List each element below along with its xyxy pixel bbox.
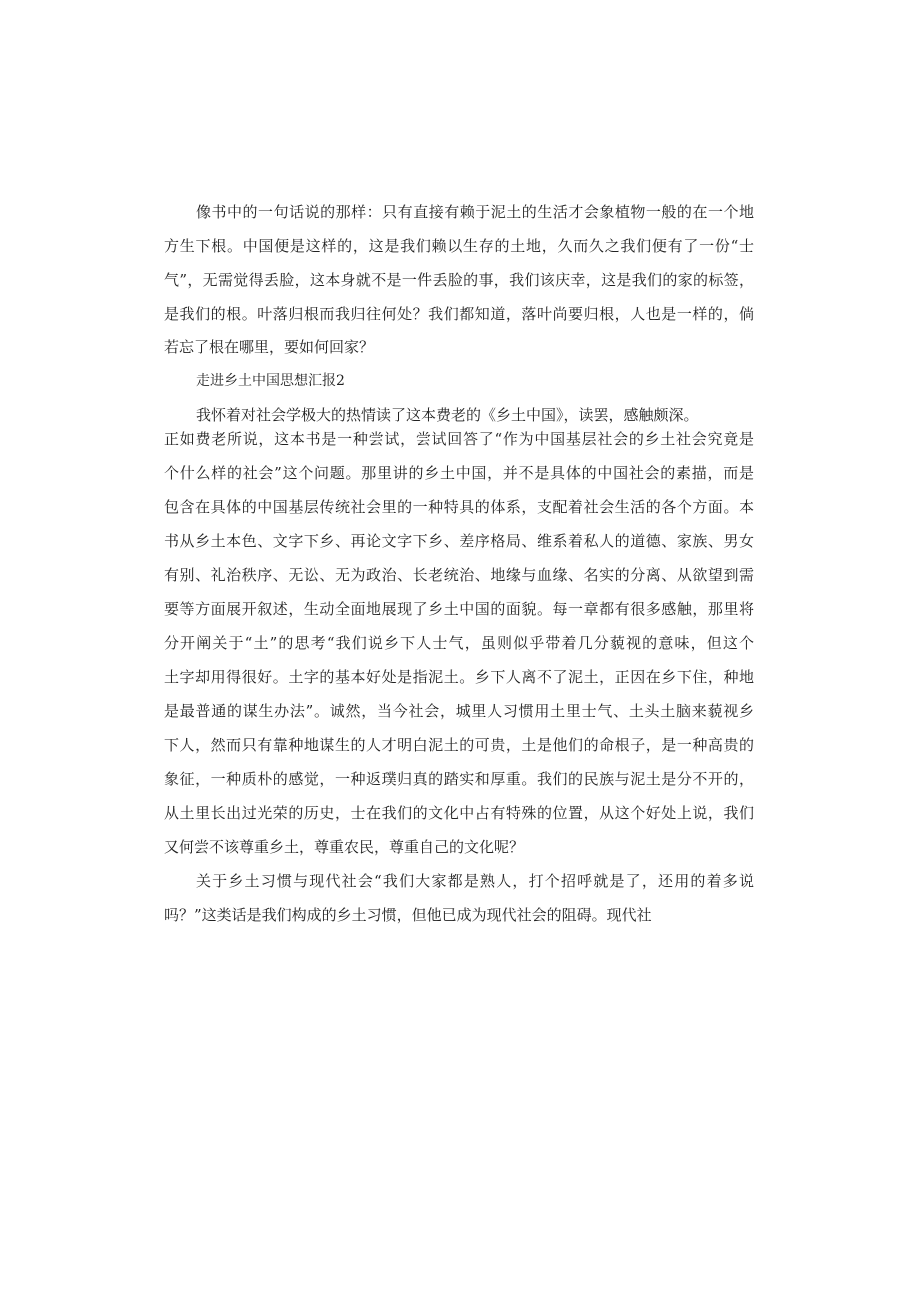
paragraph-line: 像书中的一句话说的那样：只有直接有赖于泥土的生活才会象植物一般的在一个地 bbox=[196, 203, 754, 221]
paragraph-line: 若忘了根在哪里，要如何回家？ bbox=[164, 338, 375, 356]
paragraph-line: 有别、礼治秩序、无讼、无为政治、长老统治、地缘与血缘、名实的分离、从欲望到需 bbox=[164, 566, 754, 584]
paragraph-line: 气”，无需觉得丢脸，这本身就不是一件丢脸的事，我们该庆幸，这是我们的家的标签， bbox=[164, 271, 754, 289]
paragraph-line: 从土里长出过光荣的历史，士在我们的文化中占有特殊的位置，从这个好处上说，我们 bbox=[164, 804, 754, 822]
paragraph-line: 吗？”这类话是我们构成的乡土习惯，但他已成为现代社会的阻碍。现代社 bbox=[164, 906, 652, 924]
section-heading: 走进乡土中国思想汇报2 bbox=[196, 373, 345, 389]
paragraph-line: 正如费老所说，这本书是一种尝试，尝试回答了“作为中国基层社会的乡土社会究竟是 bbox=[164, 430, 754, 448]
paragraph-line: 包含在具体的中国基层传统社会里的一种特具的体系，支配着社会生活的各个方面。本 bbox=[164, 498, 754, 516]
paragraph-line: 象征，一种质朴的感觉，一种返璞归真的踏实和厚重。我们的民族与泥土是分不开的， bbox=[164, 770, 754, 788]
paragraph-line: 书从乡土本色、文字下乡、再论文字下乡、差序格局、维系着私人的道德、家族、男女 bbox=[164, 532, 754, 550]
paragraph-line: 个什么样的社会”这个问题。那里讲的乡土中国，并不是具体的中国社会的素描，而是 bbox=[164, 464, 754, 482]
paragraph-line: 关于乡土习惯与现代社会“我们大家都是熟人，打个招呼就是了，还用的着多说 bbox=[196, 872, 754, 890]
paragraph-line: 下人，然而只有靠种地谋生的人才明白泥土的可贵，土是他们的命根子，是一种高贵的 bbox=[164, 736, 754, 754]
paragraph-line: 方生下根。中国便是这样的，这是我们赖以生存的土地，久而久之我们便有了一份“士 bbox=[164, 237, 754, 255]
paragraph-line: 是我们的根。叶落归根而我归往何处？我们都知道，落叶尚要归根，人也是一样的，倘 bbox=[164, 305, 754, 323]
paragraph-line: 要等方面展开叙述，生动全面地展现了乡土中国的面貌。每一章都有很多感触，那里将 bbox=[164, 600, 754, 618]
paragraph-line: 是最普通的谋生办法”。诚然，当今社会，城里人习惯用土里士气、土头土脑来藐视乡 bbox=[164, 702, 754, 720]
paragraph-line: 又何尝不该尊重乡土，尊重农民，尊重自己的文化呢？ bbox=[164, 838, 525, 856]
paragraph-line: 分开阐关于“土”的思考“我们说乡下人士气，虽则似乎带着几分藐视的意味，但这个 bbox=[164, 634, 754, 652]
paragraph-line: 土字却用得很好。土字的基本好处是指泥土。乡下人离不了泥土，正因在乡下住，种地 bbox=[164, 668, 754, 686]
paragraph-line: 我怀着对社会学极大的热情读了这本费老的《乡土中国》，读罢，感触颇深。 bbox=[196, 406, 699, 424]
